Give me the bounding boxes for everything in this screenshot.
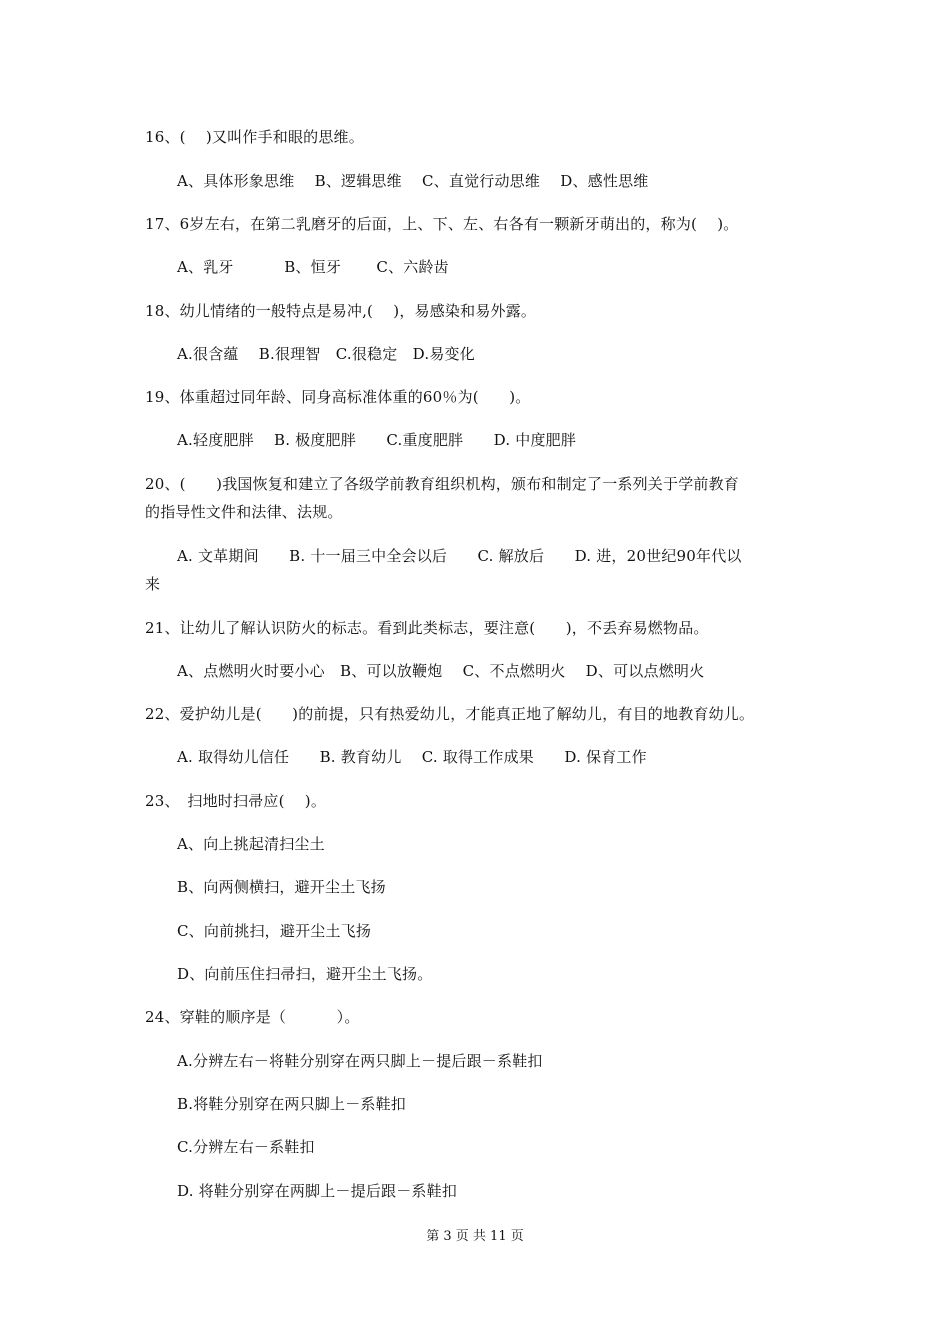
question-16: 16、( )又叫作手和眼的思维。 — [145, 128, 364, 146]
question-24-option-d: D. 将鞋分别穿在两脚上－提后跟－系鞋扣 — [177, 1182, 458, 1200]
question-20-options-continued: 来 — [145, 575, 161, 593]
question-18: 18、幼儿情绪的一般特点是易冲,( )，易感染和易外露。 — [145, 302, 537, 320]
question-16-options: A、具体形象思维 B、逻辑思维 C、直觉行动思维 D、感性思维 — [177, 172, 649, 190]
question-17-options: A、乳牙 B、恒牙 C、六龄齿 — [177, 258, 449, 276]
question-23: 23、 扫地时扫帚应( )。 — [145, 792, 327, 810]
question-22: 22、爱护幼儿是( )的前提，只有热爱幼儿，才能真正地了解幼儿，有目的地教育幼儿。 — [145, 705, 755, 723]
question-24: 24、穿鞋的顺序是（ ）。 — [145, 1008, 360, 1026]
question-21-options: A、点燃明火时要小心 B、可以放鞭炮 C、不点燃明火 D、可以点燃明火 — [177, 662, 705, 680]
question-23-option-d: D、向前压住扫帚扫，避开尘土飞扬。 — [177, 965, 433, 983]
question-23-option-a: A、向上挑起清扫尘土 — [177, 835, 325, 853]
question-20-options: A. 文革期间 B. 十一届三中全会以后 C. 解放后 D. 进，20世纪90年代以 — [177, 547, 742, 565]
page-footer: 第 3 页 共 11 页 — [426, 1229, 524, 1244]
question-24-option-c: C.分辨左右－系鞋扣 — [177, 1138, 315, 1156]
question-19-options: A.轻度肥胖 B. 极度肥胖 C.重度肥胖 D. 中度肥胖 — [177, 431, 577, 449]
question-20: 20、( )我国恢复和建立了各级学前教育组织机构，颁布和制定了一系列关于学前教育 — [145, 475, 739, 493]
question-24-option-a: A.分辨左右－将鞋分别穿在两只脚上－提后跟－系鞋扣 — [177, 1052, 543, 1070]
question-23-option-c: C、向前挑扫，避开尘土飞扬 — [177, 922, 372, 940]
question-18-options: A.很含蕴 B.很理智 C.很稳定 D.易变化 — [177, 345, 475, 363]
question-22-options: A. 取得幼儿信任 B. 教育幼儿 C. 取得工作成果 D. 保育工作 — [177, 748, 647, 766]
question-23-option-b: B、向两侧横扫，避开尘土飞扬 — [177, 878, 386, 896]
question-21: 21、让幼儿了解认识防火的标志。看到此类标志，要注意( )，不丢弃易燃物品。 — [145, 619, 709, 637]
question-24-option-b: B.将鞋分别穿在两只脚上－系鞋扣 — [177, 1095, 406, 1113]
question-17: 17、6岁左右，在第二乳磨牙的后面，上、下、左、右各有一颗新牙萌出的，称为( )。 — [145, 215, 739, 233]
question-19: 19、体重超过同年龄、同身高标准体重的60％为( )。 — [145, 388, 531, 406]
question-20-continued: 的指导性文件和法律、法规。 — [145, 503, 343, 521]
